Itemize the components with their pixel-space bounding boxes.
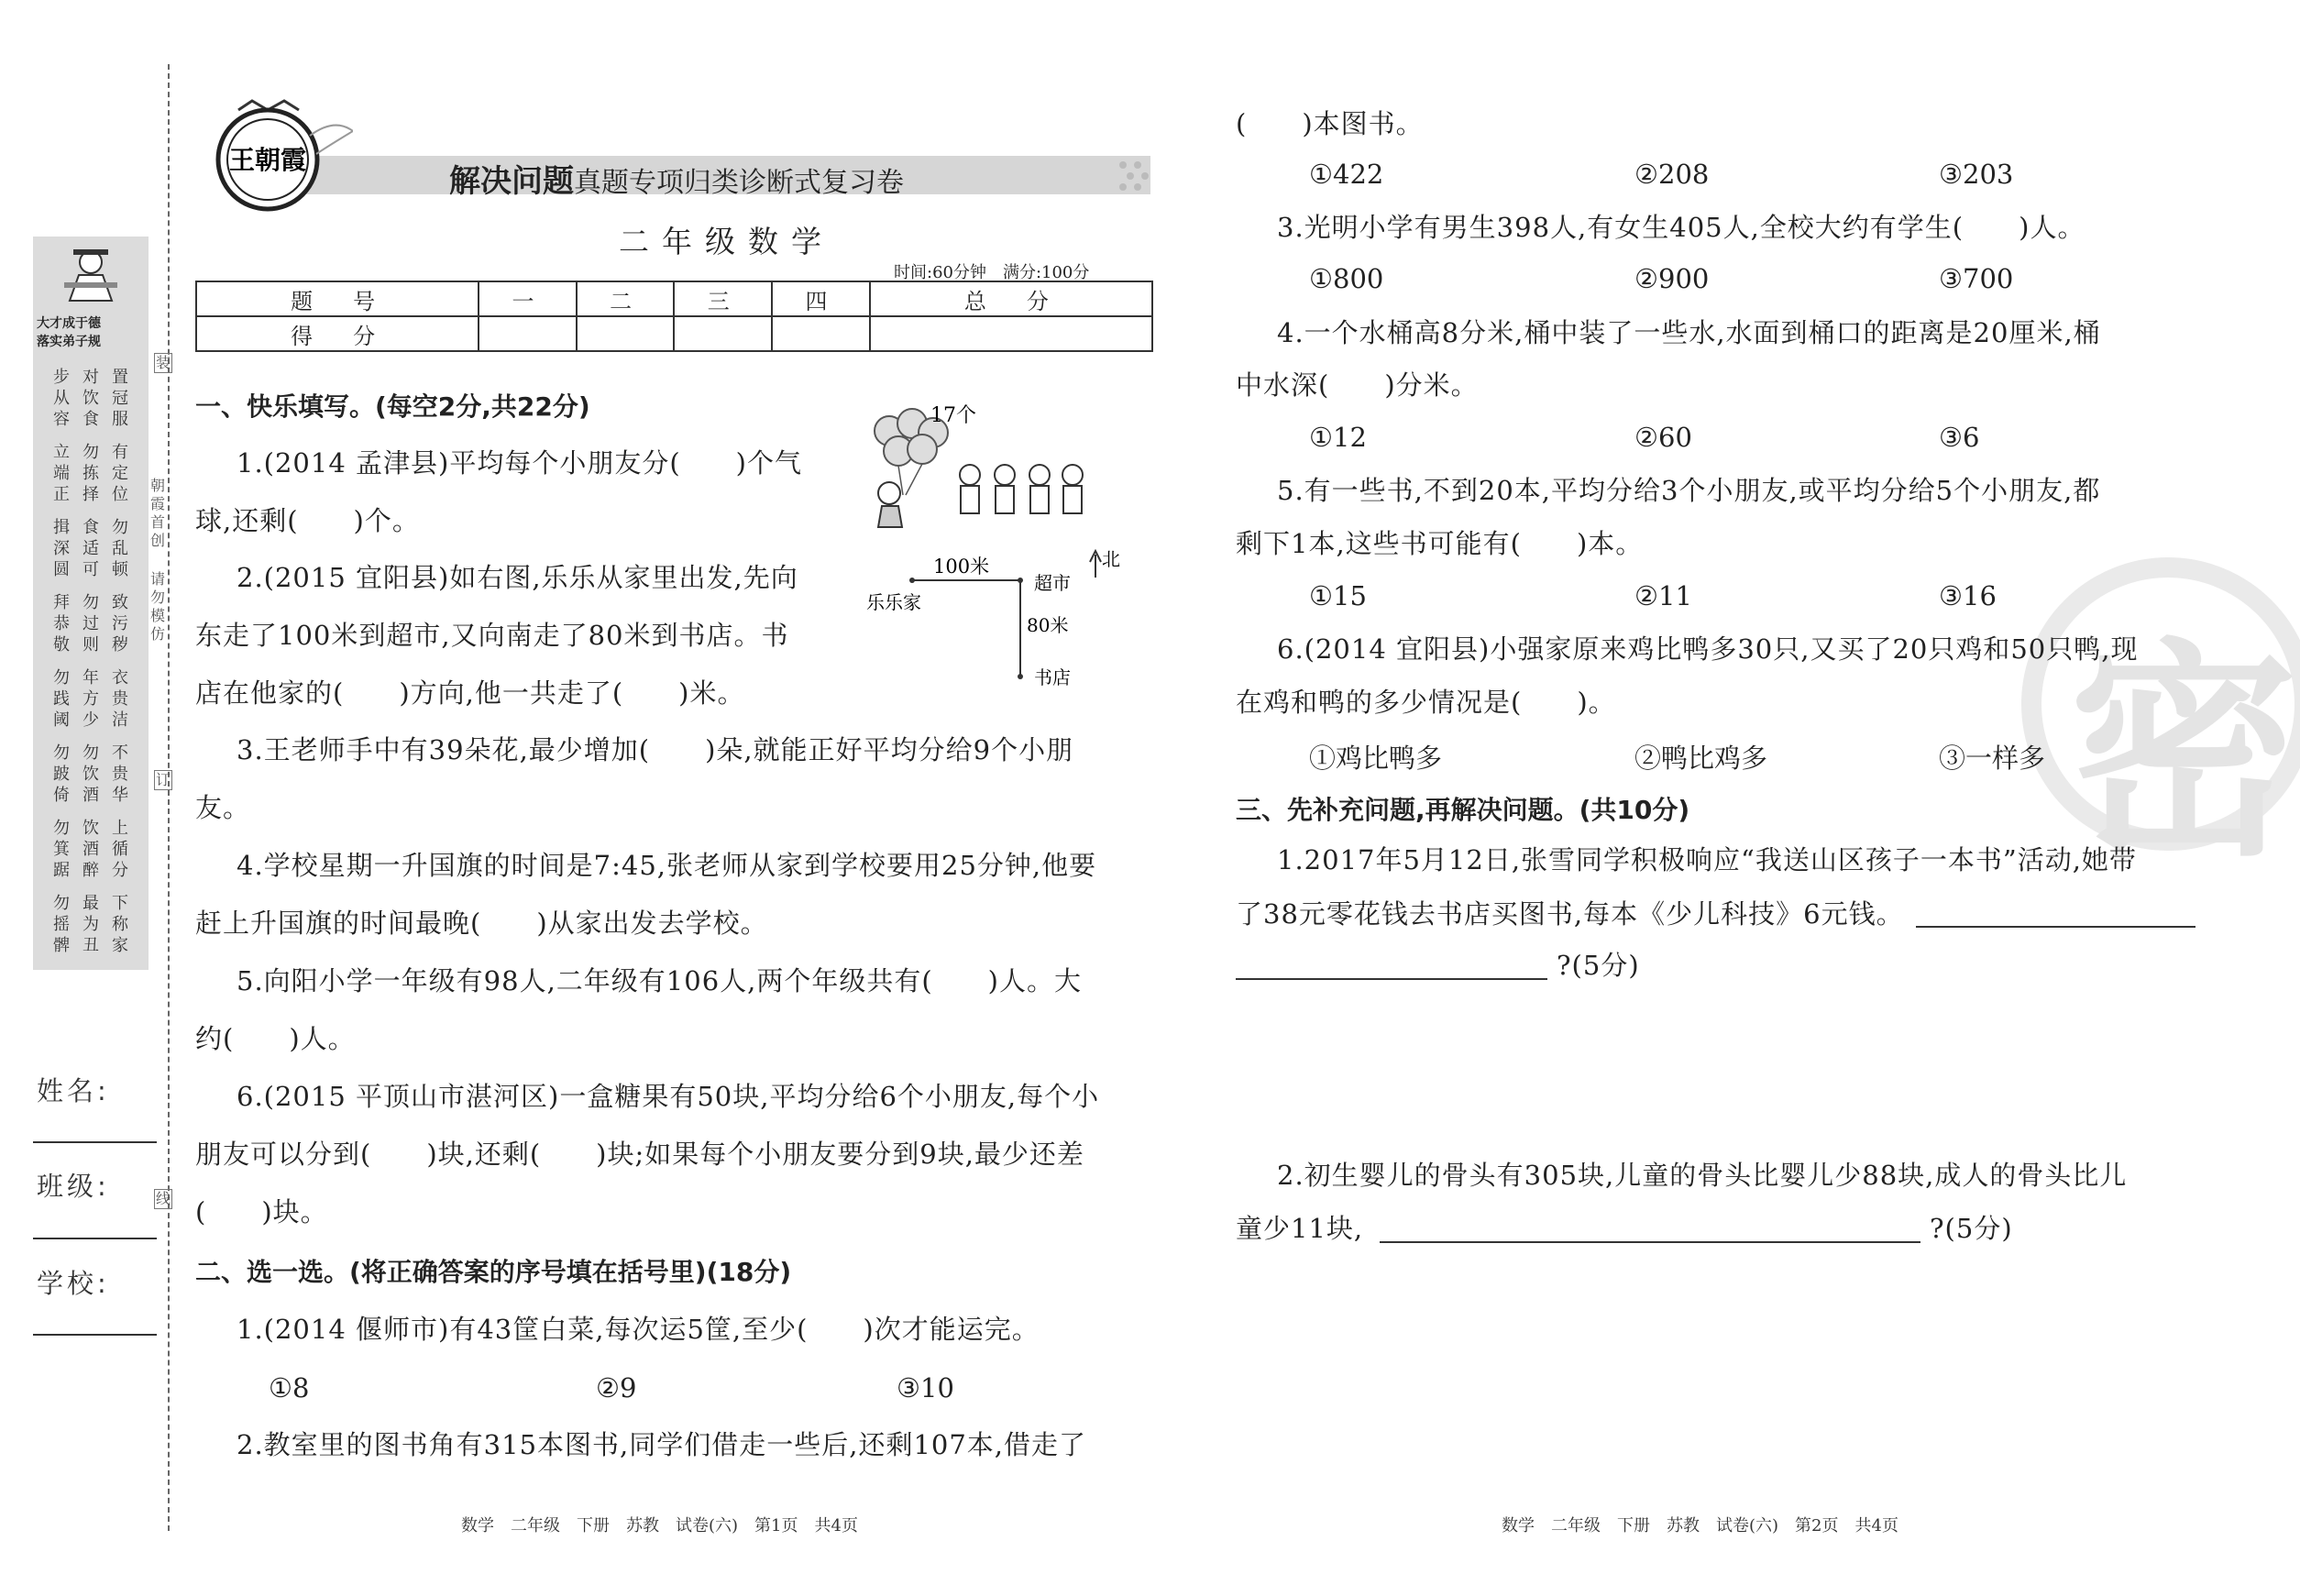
s1-q1-line2: 球,还剩( )个。	[195, 505, 420, 536]
s2-q2-option: ①422	[1309, 159, 1384, 190]
s3-q1-line1: 1.2017年5月12日,张雪同学积极响应“我送山区孩子一本书”活动,她带	[1277, 844, 2137, 875]
s2-q2-line1: 2.教室里的图书角有315本图书,同学们借走一些后,还剩107本,借走了	[237, 1429, 1087, 1460]
section2-heading: 二、选一选。(将正确答案的序号填在括号里)(18分)	[195, 1257, 792, 1287]
score-cell[interactable]	[772, 316, 870, 351]
score-header-cell: 一	[479, 281, 577, 316]
subtitle: 二年级数学	[619, 224, 834, 259]
s3-q2-line1: 2.初生婴儿的骨头有305块,儿童的骨头比婴儿少88块,成人的骨头比儿	[1277, 1160, 2128, 1191]
score-value-row	[196, 316, 1152, 351]
etiquette-rule: 勿饮酒	[83, 743, 99, 805]
s2-q4-option: ②60	[1634, 422, 1692, 453]
binding-line	[168, 64, 170, 1531]
school-field[interactable]	[33, 1334, 157, 1336]
etiquette-rule: 置冠服	[112, 368, 128, 429]
map-distance-south: 80米	[1027, 614, 1069, 636]
score-header-cell: 三	[674, 281, 772, 316]
score-cell[interactable]	[674, 316, 772, 351]
s2-q3-line1: 3.光明小学有男生398人,有女生405人,全校大约有学生( )人。	[1277, 212, 2085, 243]
s2-q6-option: ③一样多	[1939, 743, 2046, 774]
etiquette-rule: 揖深圆	[53, 518, 70, 579]
name-label: 姓名:	[37, 1075, 110, 1106]
name-field[interactable]	[33, 1141, 157, 1143]
etiquette-rule: 勿箕踞	[53, 819, 70, 880]
school-label: 学校:	[37, 1268, 110, 1299]
s2-q1-option: ①8	[269, 1372, 310, 1403]
watermark-char: 密	[2069, 620, 2298, 886]
s2-q6-option: ①鸡比鸭多	[1309, 743, 1443, 774]
etiquette-rule: 勿乱顿	[112, 518, 128, 579]
s2-q2-option: ②208	[1634, 159, 1710, 190]
footer-left: 数学 二年级 下册 苏教 试卷(六) 第1页 共4页	[461, 1516, 858, 1535]
etiquette-rule: 勿摇髀	[53, 894, 70, 955]
etiquette-panel	[33, 237, 149, 970]
score-header-cell: 二	[577, 281, 675, 316]
score-cell[interactable]	[479, 316, 577, 351]
s2-q6-option: ②鸭比鸡多	[1634, 743, 1768, 774]
s2-q5-option: ③16	[1939, 580, 1997, 611]
etiquette-rule: 对饮食	[83, 368, 99, 429]
s1-q4-line1: 4.学校星期一升国旗的时间是7:45,张老师从家到学校要用25分钟,他要	[237, 850, 1097, 881]
publisher-logo	[183, 99, 353, 214]
section1-heading: 一、快乐填写。(每空2分,共22分)	[195, 391, 590, 422]
etiquette-rule: 最为丑	[83, 894, 99, 955]
etiquette-rule: 年方少	[83, 668, 99, 730]
balloon-picture	[862, 403, 1155, 532]
banner-pattern-icon	[1114, 156, 1152, 194]
etiquette-rule: 立端正	[53, 443, 70, 504]
etiquette-rule: 衣贵洁	[112, 668, 128, 730]
s3-q2-question-blank[interactable]	[1380, 1212, 1920, 1243]
s3-q2-end: ?(5分)	[1930, 1213, 2013, 1244]
s2-q3-option: ③700	[1939, 263, 2014, 294]
copyright-note: 朝霞首创	[149, 477, 165, 549]
copyright-note-2: 请勿模仿	[149, 570, 165, 643]
s2-q5-line1: 5.有一些书,不到20本,平均分给3个小朋友,或平均分给5个小朋友,都	[1277, 475, 2101, 506]
s1-q6-line2: 朋友可以分到( )块,还剩( )块;如果每个小朋友要分到9块,最少还差	[195, 1139, 1084, 1170]
s2-q2-line2: ( )本图书。	[1236, 108, 1424, 139]
etiquette-rule: 勿过则	[83, 593, 99, 655]
score-header-row	[196, 281, 1152, 316]
score-header-cell: 题 号	[196, 281, 479, 316]
s2-q5-option: ①15	[1309, 580, 1367, 611]
page-title	[449, 156, 904, 201]
s2-q3-option: ①800	[1309, 263, 1384, 294]
etiquette-rule: 食适可	[83, 518, 99, 579]
s1-q3-line1: 3.王老师手中有39朵花,最少增加( )朵,就能正好平均分给9个小朋	[237, 734, 1074, 765]
score-header-cell: 四	[772, 281, 870, 316]
s2-q6-line2: 在鸡和鸭的多少情况是( )。	[1236, 687, 1616, 718]
etiquette-rule: 勿跛倚	[53, 743, 70, 805]
footer-right: 数学 二年级 下册 苏教 试卷(六) 第2页 共4页	[1502, 1516, 1898, 1535]
score-cell[interactable]	[577, 316, 675, 351]
s2-q2-option: ③203	[1939, 159, 2014, 190]
class-field[interactable]	[33, 1238, 157, 1239]
s2-q5-line2: 剩下1本,这些书可能有( )本。	[1236, 528, 1644, 559]
map-home: 乐乐家	[866, 591, 921, 613]
title-bold: 解决问题	[449, 163, 574, 200]
s3-q1-question-blank-2[interactable]	[1236, 949, 1547, 980]
s3-q1-line2: 了38元零花钱去书店买图书,每本《少儿科技》6元钱。	[1236, 898, 1904, 930]
etiquette-rule: 不贵华	[112, 743, 128, 805]
etiquette-rule: 上循分	[112, 819, 128, 880]
s2-q3-option: ②900	[1634, 263, 1710, 294]
s1-q5-line1: 5.向阳小学一年级有98人,二年级有106人,两个年级共有( )人。大	[237, 965, 1082, 996]
route-map	[862, 545, 1155, 701]
seal-mark: 装	[155, 354, 171, 371]
s1-q5-line2: 约( )人。	[195, 1023, 356, 1054]
balloon-count: 17个	[930, 404, 976, 427]
title-sub: 真题专项归类诊断式复习卷	[574, 167, 904, 199]
seal-mark: 订	[155, 771, 171, 788]
s2-q4-line2: 中水深( )分米。	[1236, 369, 1479, 401]
s3-q1-question-blank[interactable]	[1916, 897, 2195, 928]
score-header-cell: 总 分	[870, 281, 1152, 316]
s2-q4-line1: 4.一个水桶高8分米,桶中装了一些水,水面到桶口的距离是20厘米,桶	[1277, 317, 2101, 348]
logo-text: 王朝霞	[228, 145, 307, 175]
s1-q1-line1: 1.(2014 孟津县)平均每个小朋友分( )个气	[237, 447, 802, 479]
etiquette-rule: 饮酒醉	[83, 819, 99, 880]
seal-mark: 线	[155, 1190, 171, 1207]
etiquette-rule: 步从容	[53, 368, 70, 429]
etiquette-rule: 勿践阈	[53, 668, 70, 730]
score-cell[interactable]	[870, 316, 1152, 351]
s1-q4-line2: 赶上升国旗的时间最晚( )从家出发去学校。	[195, 908, 768, 939]
s2-q4-option: ③6	[1939, 422, 1980, 453]
motto-bottom: 落实弟子规	[37, 335, 101, 349]
s2-q1-line1: 1.(2014 偃师市)有43筐白菜,每次运5筐,至少( )次才能运完。	[237, 1314, 1040, 1345]
s2-q1-option: ③10	[897, 1372, 954, 1403]
s1-q6-line3: ( )块。	[195, 1196, 328, 1227]
s1-q6-line1: 6.(2015 平顶山市湛河区)一盒糖果有50块,平均分给6个小朋友,每个小	[237, 1081, 1100, 1112]
etiquette-rule: 拜恭敬	[53, 593, 70, 655]
etiquette-rule: 致污秽	[112, 593, 128, 655]
score-table	[195, 281, 1153, 352]
s2-q1-option: ②9	[596, 1372, 637, 1403]
time-info: 时间:60分钟 满分:100分	[894, 263, 1090, 282]
map-market: 超市	[1034, 572, 1071, 594]
etiquette-rule: 勿拣择	[83, 443, 99, 504]
map-north: 北	[1102, 548, 1120, 570]
map-bookstore: 书店	[1034, 666, 1071, 688]
s1-q2-line3: 店在他家的( )方向,他一共走了( )米。	[195, 677, 745, 709]
s1-q3-line2: 友。	[195, 792, 251, 823]
watermark-seal	[2021, 557, 2300, 886]
etiquette-rule: 下称家	[112, 894, 128, 955]
map-distance-east: 100米	[933, 556, 990, 578]
etiquette-rule: 有定位	[112, 443, 128, 504]
motto-top: 大才成于德	[37, 316, 101, 331]
class-label: 班级:	[37, 1171, 110, 1202]
s2-q5-option: ②11	[1634, 580, 1692, 611]
s3-q2-line2: 童少11块,	[1236, 1213, 1364, 1244]
s2-q4-option: ①12	[1309, 422, 1367, 453]
s3-q1-end: ?(5分)	[1557, 950, 1640, 981]
s1-q2-line1: 2.(2015 宜阳县)如右图,乐乐从家里出发,先向	[237, 562, 798, 593]
s1-q2-line2: 东走了100米到超市,又向南走了80米到书店。书	[195, 620, 789, 651]
score-row-label: 得 分	[196, 316, 479, 351]
s2-q6-line1: 6.(2014 宜阳县)小强家原来鸡比鸭多30只,又买了20只鸡和50只鸭,现	[1277, 633, 2139, 665]
scholar-figure-icon	[61, 246, 121, 304]
section3-heading: 三、先补充问题,再解决问题。(共10分)	[1236, 795, 1690, 825]
